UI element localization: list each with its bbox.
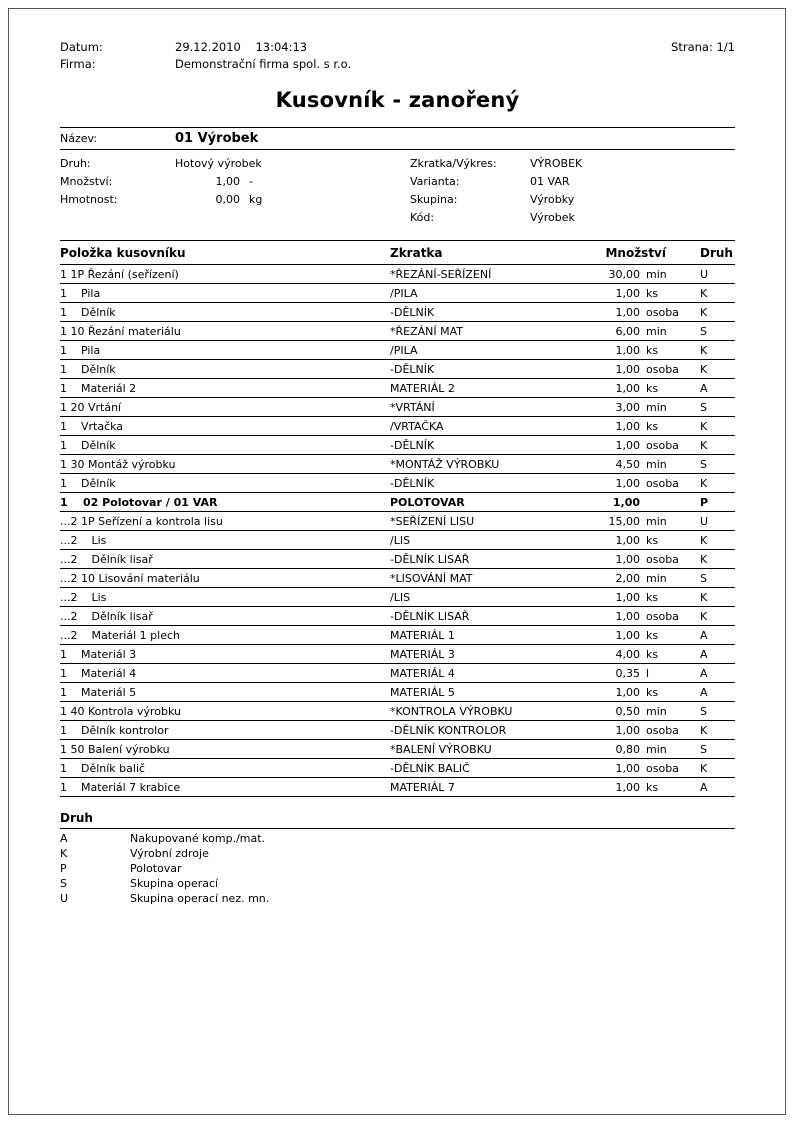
- info-row: [60, 190, 735, 208]
- cell-unit: osoba: [646, 476, 679, 490]
- cell-type: K: [700, 533, 708, 547]
- cell-item: ...2 Materiál 1 plech: [60, 628, 180, 642]
- cell-code: /VRTAČKA: [390, 419, 444, 433]
- cell-qty: 1,00: [615, 305, 640, 319]
- page-content: [9, 9, 785, 906]
- cell-code: /LIS: [390, 590, 411, 604]
- cell-code: MATERIÁL 7: [390, 780, 455, 794]
- cell-item: ...2 Lis: [60, 590, 107, 604]
- info-label-right: Zkratka/Výkres:: [410, 156, 497, 170]
- legend-code: P: [60, 862, 67, 875]
- info-value-right: VÝROBEK: [530, 156, 583, 170]
- company-label: Firma:: [60, 57, 96, 71]
- cell-item: 1 30 Montáž výrobku: [60, 457, 176, 471]
- cell-item: ...2 10 Lisování materiálu: [60, 571, 200, 585]
- cell-code: -DĚLNÍK KONTROLOR: [390, 723, 507, 737]
- table-row: [60, 455, 735, 474]
- cell-code: -DĚLNÍK: [390, 305, 435, 319]
- cell-qty: 30,00: [608, 267, 640, 281]
- cell-code: *KONTROLA VÝROBKU: [390, 704, 513, 718]
- cell-unit: ks: [646, 381, 659, 395]
- cell-item: 1 Materiál 7 krabice: [60, 780, 181, 794]
- cell-type: U: [700, 267, 709, 281]
- table-row: [60, 322, 735, 341]
- report-title: Kusovník - zanořený: [275, 88, 520, 112]
- cell-unit: ks: [646, 533, 659, 547]
- cell-item: 1 Dělník: [60, 438, 116, 452]
- cell-type: S: [700, 324, 707, 338]
- cell-qty: 1,00: [615, 590, 640, 604]
- cell-type: K: [700, 438, 708, 452]
- cell-item: 1 50 Balení výrobku: [60, 742, 170, 756]
- table-row: [60, 740, 735, 759]
- cell-type: K: [700, 286, 708, 300]
- cell-type: K: [700, 552, 708, 566]
- legend-row: [60, 891, 735, 906]
- cell-qty: 2,00: [615, 571, 640, 585]
- cell-qty: 1,00: [615, 381, 640, 395]
- col-header-item: Položka kusovníku: [60, 245, 186, 260]
- date-value: 29.12.2010 13:04:13: [175, 40, 308, 54]
- info-label-right: Kód:: [410, 210, 435, 224]
- cell-item: 1 Dělník: [60, 362, 116, 376]
- info-label-left: Druh:: [60, 156, 91, 170]
- legend-code: S: [60, 877, 67, 890]
- cell-type: S: [700, 742, 707, 756]
- cell-type: A: [700, 381, 708, 395]
- cell-unit: ks: [646, 590, 659, 604]
- info-row: [60, 208, 735, 226]
- date-row: [60, 39, 351, 56]
- product-name: 01 Výrobek: [175, 131, 259, 146]
- cell-qty: 1,00: [615, 780, 640, 794]
- cell-type: A: [700, 666, 708, 680]
- info-value-right: 01 VAR: [530, 174, 570, 188]
- cell-unit: l: [646, 666, 650, 680]
- info-left: [60, 157, 410, 170]
- cell-item: 1 Dělník kontrolor: [60, 723, 169, 737]
- cell-qty: 0,50: [615, 704, 640, 718]
- cell-type: K: [700, 609, 708, 623]
- cell-code: MATERIÁL 1: [390, 628, 455, 642]
- cell-code: MATERIÁL 5: [390, 685, 455, 699]
- cell-unit: ks: [646, 685, 659, 699]
- table-row: [60, 512, 735, 531]
- table-row: [60, 550, 735, 569]
- cell-qty: 4,50: [615, 457, 640, 471]
- table-row: [60, 379, 735, 398]
- cell-qty: 1,00: [615, 286, 640, 300]
- cell-unit: ks: [646, 419, 659, 433]
- info-unit-left: -: [249, 174, 253, 188]
- cell-item: 1 1P Řezání (seřízení): [60, 267, 179, 281]
- table-row: [60, 778, 735, 797]
- cell-unit: ks: [646, 647, 659, 661]
- bom-table-rows: [60, 265, 735, 797]
- cell-type: K: [700, 476, 708, 490]
- table-row: [60, 417, 735, 436]
- cell-code: *MONTÁŽ VÝROBKU: [390, 457, 500, 471]
- legend-desc: Výrobní zdroje: [130, 847, 209, 860]
- cell-qty: 1,00: [615, 685, 640, 699]
- report-header: [60, 39, 735, 73]
- cell-item: 1 Materiál 5: [60, 685, 137, 699]
- cell-item: 1 Materiál 4: [60, 666, 137, 680]
- cell-type: A: [700, 780, 708, 794]
- table-row: [60, 645, 735, 664]
- info-label-left: Hmotnost:: [60, 192, 118, 206]
- cell-qty: 1,00: [615, 628, 640, 642]
- cell-unit: min: [646, 267, 667, 281]
- col-header-qty: Množství: [605, 245, 666, 260]
- cell-item: 1 10 Řezání materiálu: [60, 324, 181, 338]
- cell-unit: osoba: [646, 723, 679, 737]
- cell-qty: 1,00: [615, 476, 640, 490]
- cell-type: S: [700, 400, 707, 414]
- info-left: [60, 193, 410, 206]
- cell-code: /PILA: [390, 286, 418, 300]
- legend-title: Druh: [60, 811, 735, 829]
- info-right: [410, 211, 575, 224]
- cell-unit: ks: [646, 780, 659, 794]
- col-header-type: Druh: [700, 245, 733, 260]
- cell-unit: min: [646, 704, 667, 718]
- cell-type: S: [700, 704, 707, 718]
- table-row: [60, 265, 735, 284]
- date-label: Datum:: [60, 40, 103, 54]
- report-header-left: [60, 39, 351, 73]
- info-right: [410, 193, 574, 206]
- table-row: [60, 284, 735, 303]
- table-row: [60, 436, 735, 455]
- table-row: [60, 607, 735, 626]
- cell-unit: osoba: [646, 362, 679, 376]
- table-row: [60, 360, 735, 379]
- cell-qty: 6,00: [615, 324, 640, 338]
- cell-item: ...2 Lis: [60, 533, 107, 547]
- cell-item: 1 Dělník: [60, 476, 116, 490]
- cell-code: -DĚLNÍK LISAŘ: [390, 609, 470, 623]
- cell-type: K: [700, 761, 708, 775]
- cell-type: K: [700, 419, 708, 433]
- cell-code: MATERIÁL 4: [390, 666, 455, 680]
- cell-unit: ks: [646, 286, 659, 300]
- cell-item: 1 Pila: [60, 286, 101, 300]
- cell-type: K: [700, 343, 708, 357]
- cell-item: 1 Dělník: [60, 305, 116, 319]
- cell-unit: osoba: [646, 305, 679, 319]
- cell-unit: min: [646, 457, 667, 471]
- cell-qty: 0,35: [615, 666, 640, 680]
- legend-row: [60, 876, 735, 891]
- info-right: [410, 157, 582, 170]
- info-label-right: Skupina:: [410, 192, 458, 206]
- table-row: [60, 702, 735, 721]
- cell-code: *SEŘÍZENÍ LISU: [390, 514, 475, 528]
- table-row: [60, 341, 735, 360]
- bom-table: [60, 240, 735, 797]
- legend-desc: Skupina operací: [130, 877, 219, 890]
- cell-qty: 1,00: [615, 533, 640, 547]
- table-row: [60, 759, 735, 778]
- table-row: [60, 683, 735, 702]
- cell-qty: 1,00: [615, 761, 640, 775]
- info-right: [410, 175, 569, 188]
- cell-qty: 15,00: [608, 514, 640, 528]
- cell-code: -DĚLNÍK BALIČ: [390, 761, 470, 775]
- cell-item: 1 02 Polotovar / 01 VAR: [60, 495, 218, 509]
- legend-desc: Polotovar: [130, 862, 182, 875]
- info-value-right: Výrobek: [530, 210, 575, 224]
- cell-type: A: [700, 647, 708, 661]
- legend-desc: Skupina operací nez. mn.: [130, 892, 270, 905]
- table-row: [60, 626, 735, 645]
- table-row: [60, 721, 735, 740]
- col-header-code: Zkratka: [390, 245, 443, 260]
- cell-qty: 1,00: [615, 419, 640, 433]
- info-label-right: Varianta:: [410, 174, 460, 188]
- legend-code: A: [60, 832, 68, 845]
- cell-code: -DĚLNÍK: [390, 362, 435, 376]
- cell-code: MATERIÁL 3: [390, 647, 455, 661]
- cell-item: 1 Dělník balič: [60, 761, 146, 775]
- report-page: [8, 8, 786, 1115]
- cell-qty: 1,00: [615, 438, 640, 452]
- table-row: [60, 531, 735, 550]
- cell-code: /PILA: [390, 343, 418, 357]
- cell-code: -DĚLNÍK: [390, 438, 435, 452]
- cell-code: MATERIÁL 2: [390, 381, 455, 395]
- legend-code: U: [60, 892, 69, 905]
- cell-code: POLOTOVAR: [390, 495, 465, 509]
- product-name-row: [60, 127, 735, 150]
- cell-code: -DĚLNÍK LISAŘ: [390, 552, 470, 566]
- cell-unit: min: [646, 514, 667, 528]
- cell-qty: 1,00: [612, 495, 640, 509]
- cell-unit: osoba: [646, 438, 679, 452]
- cell-item: 1 Pila: [60, 343, 101, 357]
- info-value-left: Hotový výrobek: [175, 156, 262, 170]
- info-value-left: 0,00: [215, 192, 240, 206]
- cell-type: K: [700, 590, 708, 604]
- cell-qty: 0,80: [615, 742, 640, 756]
- cell-unit: min: [646, 742, 667, 756]
- cell-type: A: [700, 685, 708, 699]
- cell-item: ...2 1P Seřízení a kontrola lisu: [60, 514, 223, 528]
- cell-item: ...2 Dělník lisař: [60, 552, 153, 566]
- info-left: [60, 175, 410, 188]
- company-value: Demonstrační firma spol. s r.o.: [175, 57, 352, 71]
- cell-type: K: [700, 362, 708, 376]
- table-row: [60, 569, 735, 588]
- table-row: [60, 493, 735, 512]
- cell-unit: osoba: [646, 761, 679, 775]
- legend-desc: Nakupované komp./mat.: [130, 832, 266, 845]
- legend-rows: [60, 829, 735, 906]
- info-value-left: 1,00: [215, 174, 240, 188]
- cell-unit: osoba: [646, 552, 679, 566]
- legend-code: K: [60, 847, 68, 860]
- bom-table-header: [60, 240, 735, 265]
- product-info-rows: [60, 150, 735, 226]
- cell-qty: 1,00: [615, 362, 640, 376]
- info-row: [60, 172, 735, 190]
- legend: [60, 811, 735, 906]
- cell-code: *ŘEZÁNÍ-SEŘÍZENÍ: [390, 267, 492, 281]
- cell-unit: ks: [646, 343, 659, 357]
- table-row: [60, 588, 735, 607]
- legend-row: [60, 846, 735, 861]
- cell-item: ...2 Dělník lisař: [60, 609, 153, 623]
- cell-qty: 1,00: [615, 609, 640, 623]
- cell-item: 1 Materiál 3: [60, 647, 137, 661]
- info-unit-left: kg: [249, 192, 263, 206]
- cell-code: *VRTÁNÍ: [390, 400, 435, 414]
- table-row: [60, 474, 735, 493]
- cell-qty: 4,00: [615, 647, 640, 661]
- cell-unit: min: [646, 571, 667, 585]
- cell-item: 1 20 Vrtání: [60, 400, 122, 414]
- info-label-left: Množství:: [60, 174, 113, 188]
- cell-item: 1 Materiál 2: [60, 381, 137, 395]
- table-row: [60, 664, 735, 683]
- cell-code: *LISOVÁNÍ MAT: [390, 571, 473, 585]
- cell-qty: 3,00: [615, 400, 640, 414]
- cell-type: K: [700, 723, 708, 737]
- cell-unit: ks: [646, 628, 659, 642]
- table-row: [60, 398, 735, 417]
- cell-item: 1 40 Kontrola výrobku: [60, 704, 181, 718]
- legend-row: [60, 861, 735, 876]
- cell-qty: 1,00: [615, 723, 640, 737]
- cell-code: /LIS: [390, 533, 411, 547]
- info-row: [60, 154, 735, 172]
- page-number: Strana: 1/1: [671, 40, 735, 54]
- info-value-right: Výrobky: [530, 192, 575, 206]
- cell-unit: min: [646, 324, 667, 338]
- company-row: [60, 56, 351, 73]
- cell-qty: 1,00: [615, 343, 640, 357]
- cell-qty: 1,00: [615, 552, 640, 566]
- product-info: [60, 127, 735, 226]
- cell-type: A: [700, 628, 708, 642]
- cell-item: 1 Vrtačka: [60, 419, 124, 433]
- product-name-label: Název:: [60, 132, 98, 145]
- cell-type: P: [700, 495, 709, 509]
- legend-row: [60, 831, 735, 846]
- cell-code: -DĚLNÍK: [390, 476, 435, 490]
- cell-unit: osoba: [646, 609, 679, 623]
- cell-unit: min: [646, 400, 667, 414]
- cell-code: *BALENÍ VÝROBKU: [390, 742, 492, 756]
- cell-type: U: [700, 514, 709, 528]
- cell-type: S: [700, 457, 707, 471]
- cell-type: K: [700, 305, 708, 319]
- cell-type: S: [700, 571, 707, 585]
- table-row: [60, 303, 735, 322]
- cell-code: *ŘEZÁNÍ MAT: [390, 324, 464, 338]
